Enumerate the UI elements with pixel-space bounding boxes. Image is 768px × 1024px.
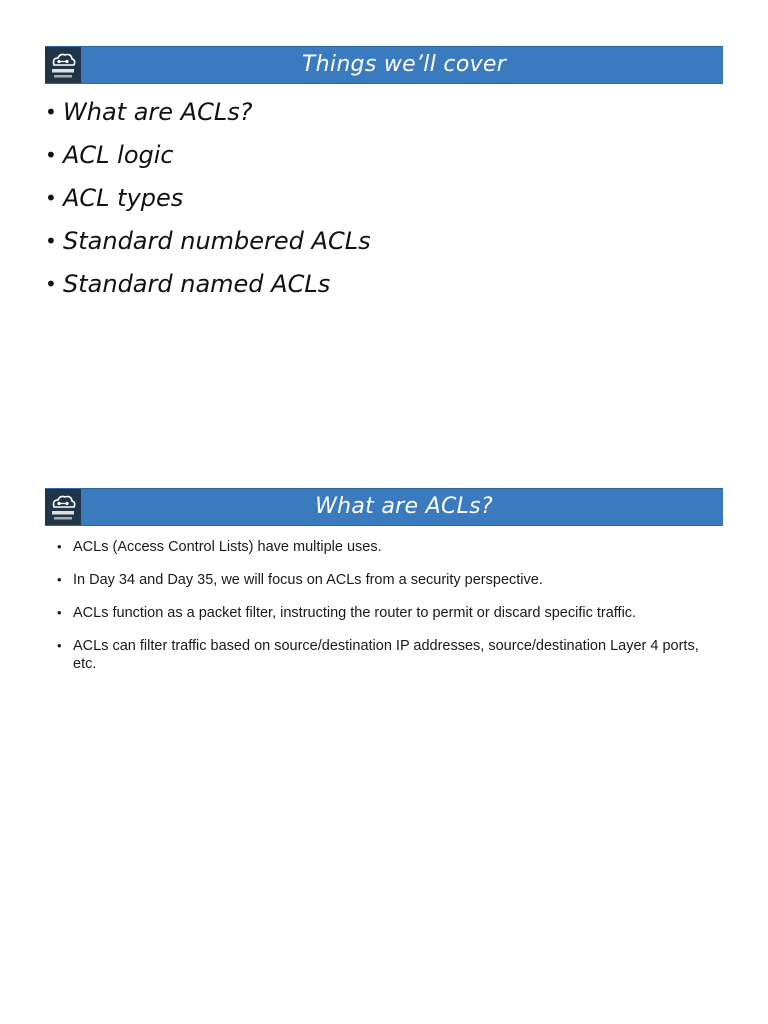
list-item: • Standard named ACLs xyxy=(45,263,723,306)
slide-title: What are ACLs? xyxy=(315,494,493,519)
cloud-router-logo-icon xyxy=(45,489,81,525)
list-item: • In Day 34 and Day 35, we will focus on ACLs from a security perspective. xyxy=(45,571,709,589)
list-item: • ACL logic xyxy=(45,134,723,177)
slide-what-are-acls xyxy=(45,488,723,688)
cloud-router-logo-icon xyxy=(45,47,81,83)
list-item: • Standard numbered ACLs xyxy=(45,220,723,263)
topic-list xyxy=(45,91,723,306)
slide-title-bar xyxy=(45,488,723,526)
slide-title: Things we’ll cover xyxy=(301,52,507,77)
list-item: • ACLs (Access Control Lists) have multiple uses. xyxy=(45,538,709,556)
slide-things-we-will-cover xyxy=(45,46,723,306)
list-item: • ACLs can filter traffic based on source/destination IP addresses, source/destination Layer 4 ports, etc. xyxy=(45,637,709,673)
list-item: • What are ACLs? xyxy=(45,91,723,134)
slide-title-bar xyxy=(45,46,723,84)
list-item: • ACL types xyxy=(45,177,723,220)
list-item: • ACLs function as a packet filter, instructing the router to permit or discard specific traffic. xyxy=(45,604,709,622)
acl-facts-list xyxy=(45,538,723,673)
